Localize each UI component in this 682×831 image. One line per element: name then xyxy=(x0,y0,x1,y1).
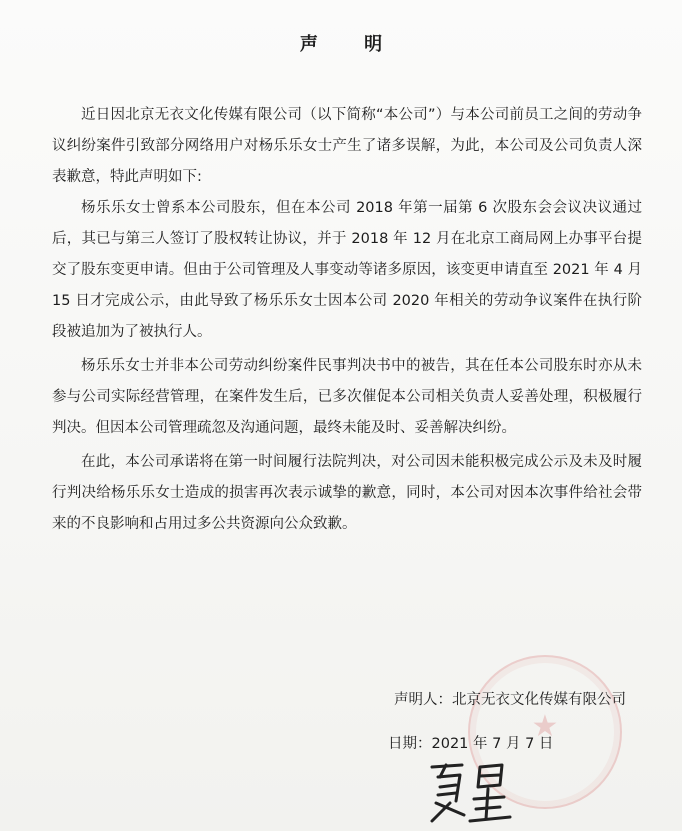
paragraph-not-defendant: 杨乐乐女士并非本公司劳动纠纷案件民事判决书中的被告，其在任本公司股东时亦从未参与公司实际经营管理，在案件发生后，已多次催促本公司相关负责人妥善处理，积极履行判决。但因本公司管理疏忽及沟通问题，最终未能及时、妥善解决纠纷。 xyxy=(52,358,642,436)
signer-line: 声明人：北京无衣文化传媒有限公司 xyxy=(394,692,626,708)
paragraph-shareholder: 杨乐乐女士曾系本公司股东，但在本公司 2018 年第一届第 6 次股东会会议决议通过后，其已与第三人签订了股权转让协议，并于 2018 年 12 月在北京工商局网上办事平台提交了股东变更申请。但由于公司管理及人事变动等诸多原因，该变更申请直至 2021 年 4 月 15 日才完成公示，由此导致了杨乐乐女士因本公司 2020 年相关的劳动争议案件在执行阶段被追加为了被执行人。 xyxy=(52,200,642,340)
paragraph-intro: 近日因北京无衣文化传媒有限公司（以下简称“本公司”）与本公司前员工之间的劳动争议纠纷案件引致部分网络用户对杨乐乐女士产生了诸多误解，为此，本公司及公司负责人深表歉意，特此声明如下: xyxy=(52,107,642,185)
signature-block xyxy=(366,690,626,752)
handwritten-signature xyxy=(0,755,682,831)
seal-star-icon: ★ xyxy=(531,709,559,744)
document-body xyxy=(52,100,642,540)
paragraph-commitment: 在此，本公司承诺将在第一时间履行法院判决，对公司因未能积极完成公示及未及时履行判决给杨乐乐女士造成的损害再次表示诚挚的歉意，同时，本公司对因本次事件给社会带来的不良影响和占用过多公共资源向公众致歉。 xyxy=(52,454,642,532)
date-line: 日期：2021 年 7 月 7 日 xyxy=(388,736,554,752)
document-title: 声 明 xyxy=(299,34,403,55)
